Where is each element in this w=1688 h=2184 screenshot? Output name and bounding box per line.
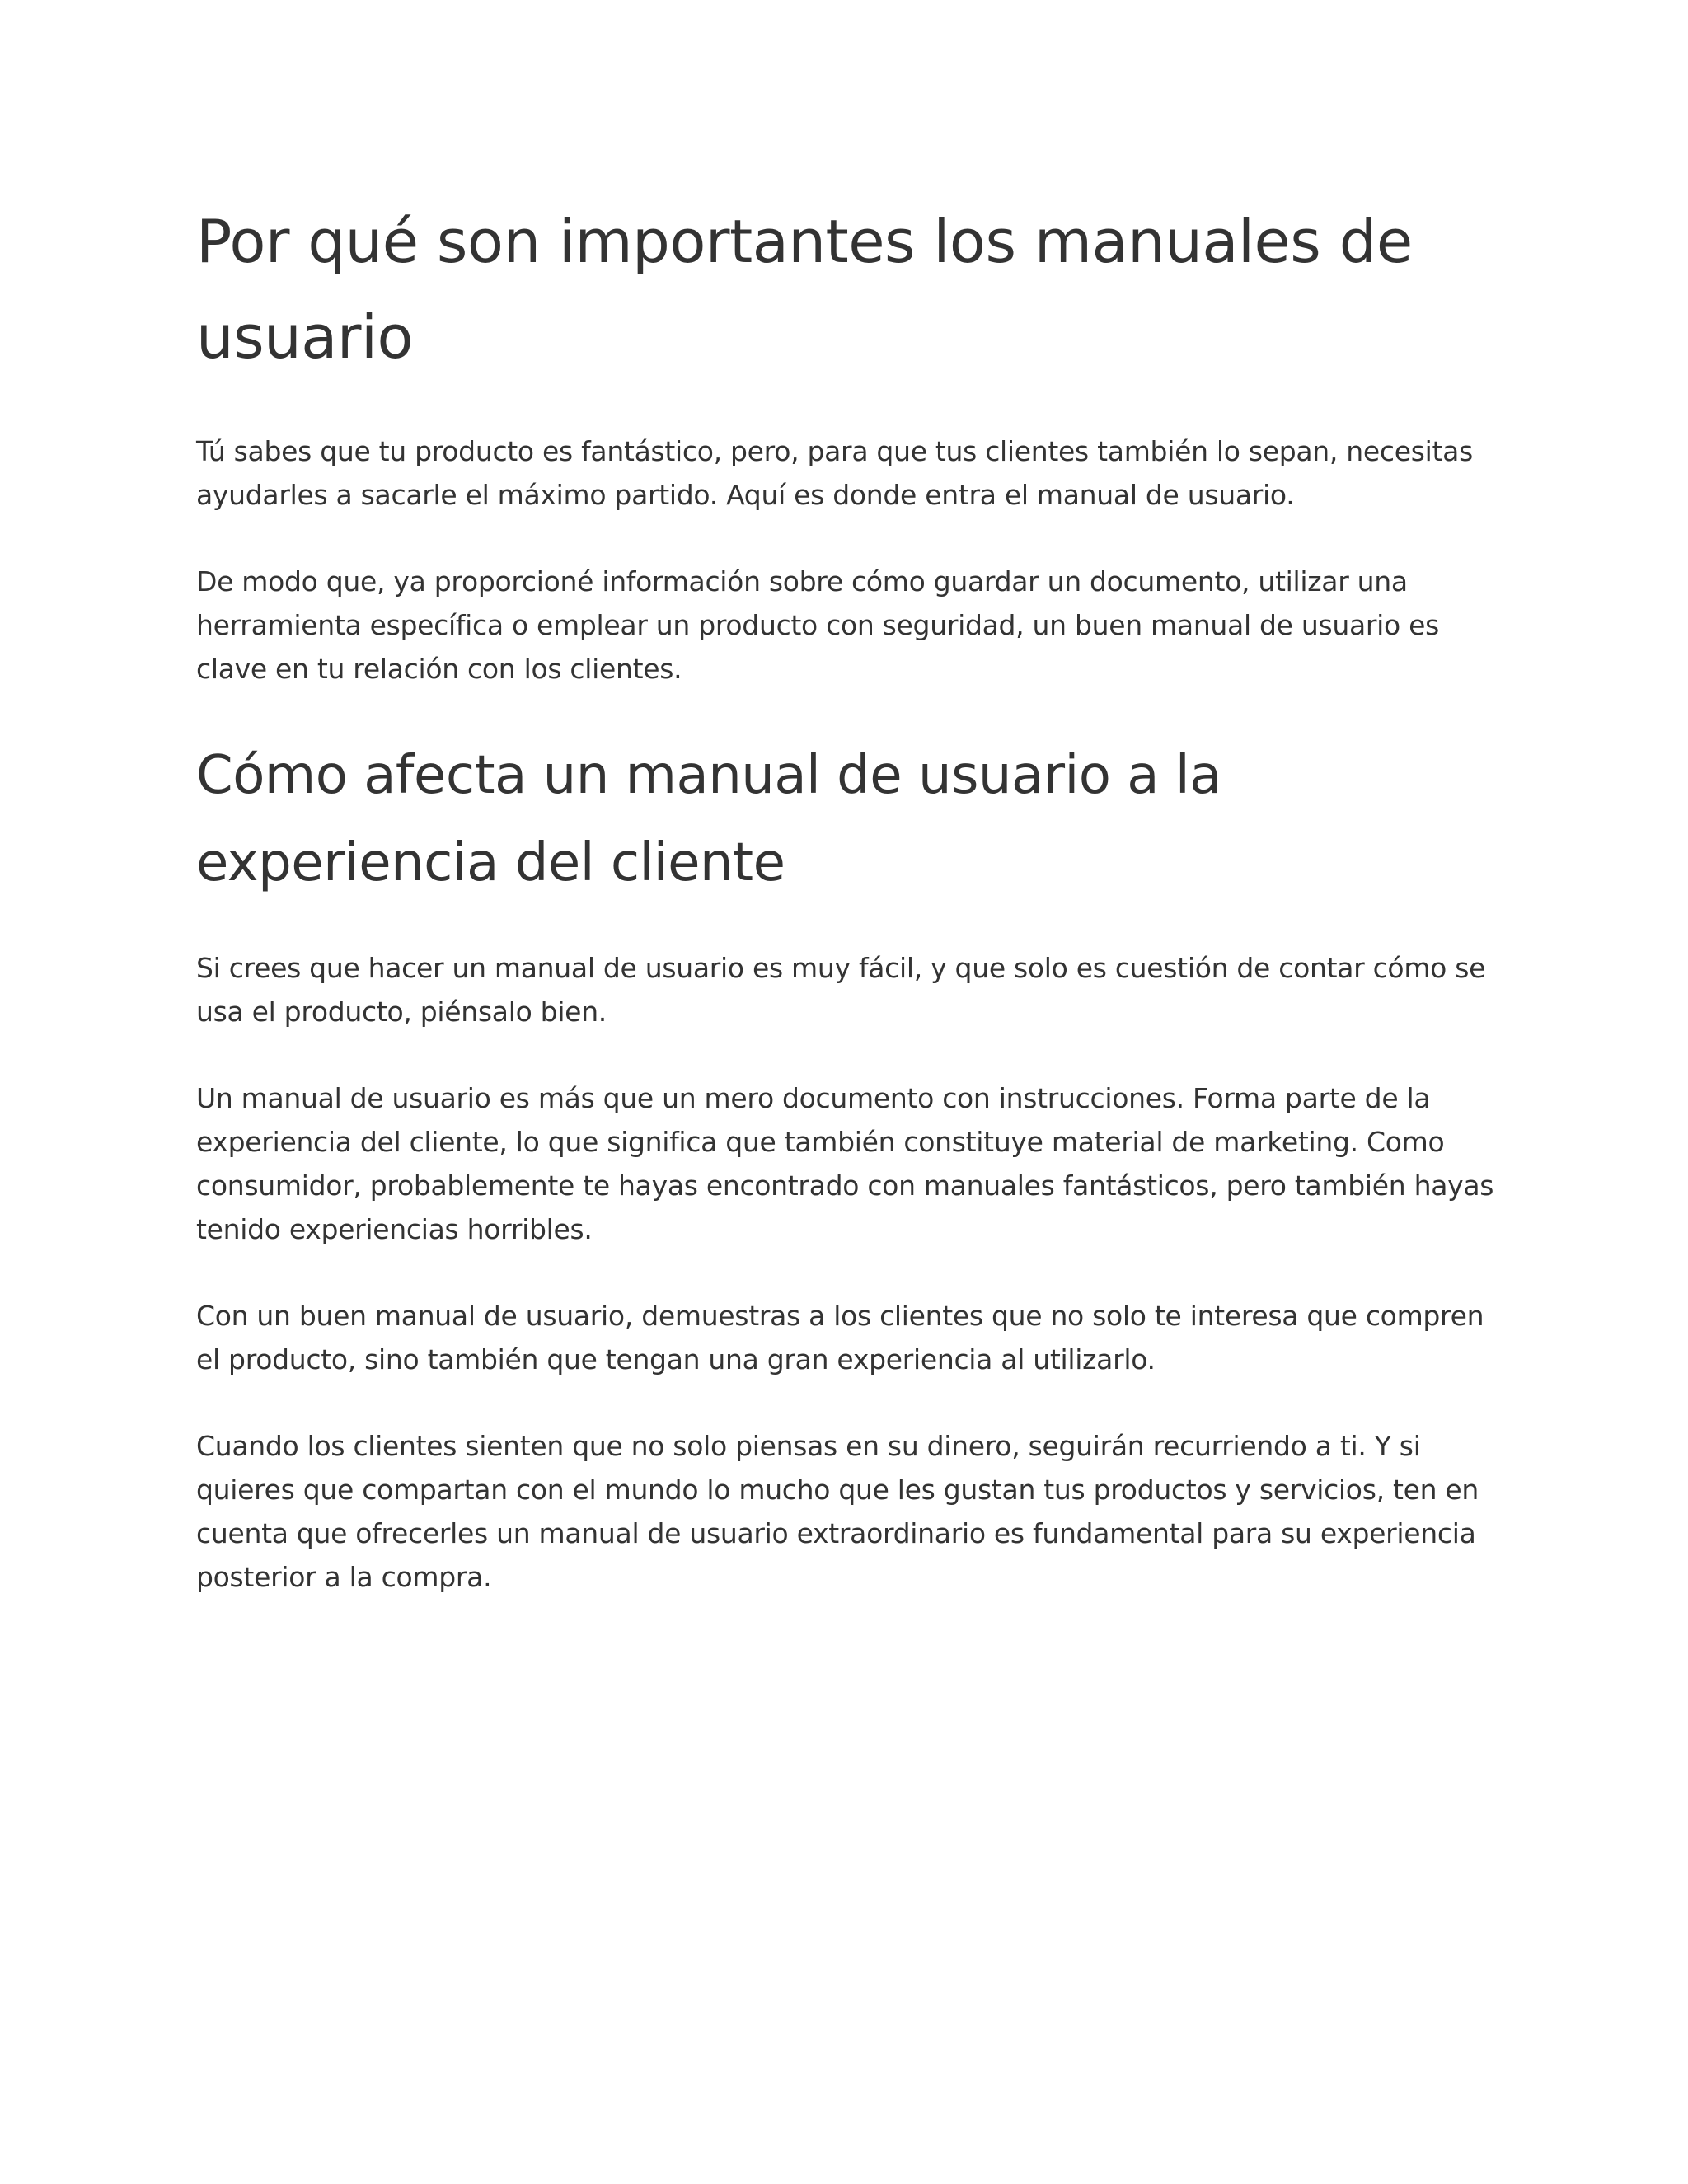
paragraph-more-than-document: Un manual de usuario es más que un mero documento con instrucciones. Forma parte de la experiencia del cliente, lo que significa que también constituye material de marketing. Como consumidor, probablemente te hayas encontrado con manuales fantásticos, pero también hayas tenido experiencias horribles. [196,1082,1494,1245]
section-heading-customer-experience: Cómo afecta un manual de usuario a la experiencia del cliente [196,745,1221,893]
paragraph-conclusion: Cuando los clientes sienten que no solo piensas en su dinero, seguirán recurriendo a ti. Y si quieres que compartan con el mundo lo mucho que les gustan tus productos y servicios, ten en cuenta que ofrecerles un manual de usuario extraordinario es fundamental para su experiencia posterior a la compra. [196,1430,1479,1593]
document-body [196,194,1507,1599]
section-heading-importance: Por qué son importantes los manuales de usuario [196,207,1413,372]
paragraph-good-manual: Con un buen manual de usuario, demuestras a los clientes que no solo te interesa que compren el producto, sino también que tengan una gran experiencia al utilizarlo. [196,1300,1484,1376]
paragraph-not-easy: Si crees que hacer un manual de usuario es muy fácil, y que solo es cuestión de contar cómo se usa el producto, piénsalo bien. [196,952,1486,1028]
paragraph-key-relationship: De modo que, ya proporcioné información sobre cómo guardar un documento, utilizar una herramienta específica o emplear un producto con seguridad, un buen manual de usuario es clave en tu relación con los clientes. [196,565,1440,685]
paragraph-intro: Tú sabes que tu producto es fantástico, pero, para que tus clientes también lo sepan, necesitas ayudarles a sacarle el máximo partido. Aquí es donde entra el manual de usuario. [196,435,1473,511]
